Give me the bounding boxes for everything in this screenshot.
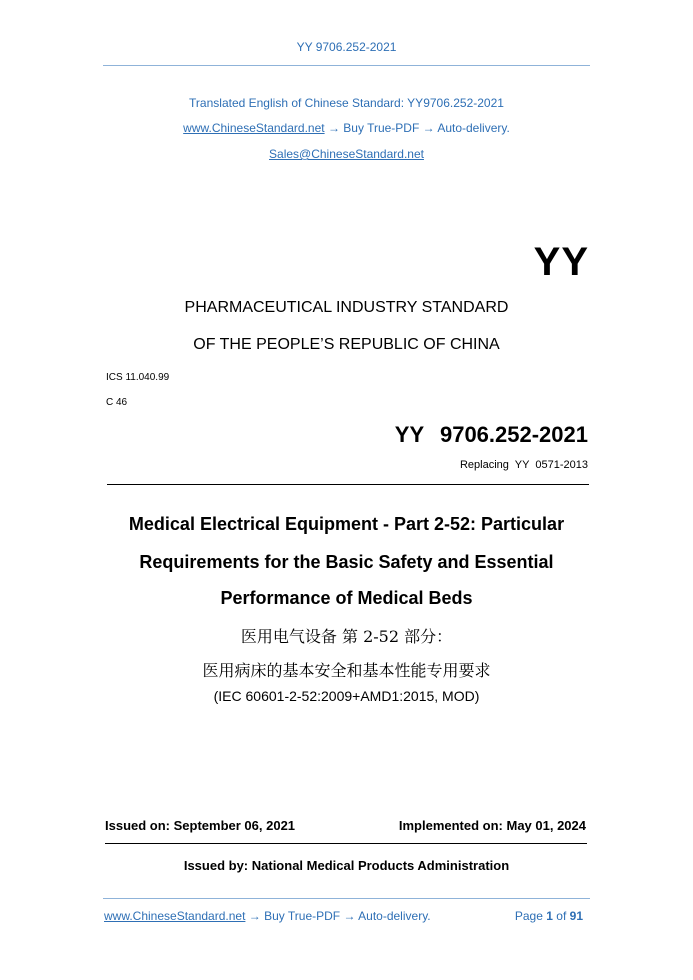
header-divider	[103, 65, 590, 66]
page-of: of	[556, 909, 567, 923]
arrow-right-icon: →	[422, 121, 435, 135]
website-link[interactable]: www.ChineseStandard.net	[183, 121, 325, 135]
industry-line-1: PHARMACEUTICAL INDUSTRY STANDARD	[184, 299, 509, 316]
header-doc-code: YY 9706.252-2021	[296, 40, 397, 54]
chinese-title-line-2: 医用病床的基本安全和基本性能专用要求	[202, 661, 491, 680]
ccs-code: C 46	[106, 397, 128, 408]
footer-links	[104, 909, 431, 923]
arrow-right-icon: →	[343, 909, 356, 923]
email-row	[0, 147, 693, 161]
title-line-1: Medical Electrical Equipment - Part 2-52: Particular	[128, 514, 565, 534]
footer-website-link[interactable]: www.ChineseStandard.net	[104, 909, 246, 923]
email-link[interactable]: Sales@ChineseStandard.net	[269, 147, 424, 161]
standard-logo: YY	[533, 240, 589, 284]
chinese-title-line-1: 医用电气设备 第 2-52 部分：	[240, 627, 453, 646]
translated-line: Translated English of Chinese Standard: YY9706.252-2021	[189, 96, 504, 110]
iec-reference: (IEC 60601-2-52:2009+AMD1:2015, MOD)	[213, 688, 480, 704]
title-line-2: Requirements for the Basic Safety and Essential	[139, 552, 554, 572]
issued-by: Issued by: National Medical Products Administration	[183, 858, 510, 873]
promo-links	[0, 121, 693, 135]
issued-on-date: Issued on: September 06, 2021	[105, 818, 296, 833]
page-indicator	[515, 909, 583, 923]
arrow-right-icon: →	[248, 909, 261, 923]
industry-line-2: OF THE PEOPLE’S REPUBLIC OF CHINA	[193, 336, 500, 353]
standard-number: YY 9706.252-2021	[394, 422, 588, 447]
title-line-3: Performance of Medical Beds	[220, 588, 473, 608]
arrow-right-icon: →	[327, 121, 340, 135]
footer-auto-delivery-text: Auto-delivery.	[358, 909, 431, 923]
ics-code: ICS 11.040.99	[106, 372, 170, 383]
footer-divider	[103, 898, 590, 899]
replacing-standard: Replacing YY 0571-2013	[459, 459, 588, 471]
auto-delivery-text: Auto-delivery.	[437, 121, 510, 135]
page-current: 1	[546, 909, 553, 923]
implemented-on-date: Implemented on: May 01, 2024	[398, 818, 586, 833]
buy-true-pdf-link[interactable]: Buy True-PDF	[343, 121, 420, 135]
page-label: Page	[514, 909, 543, 923]
footer-buy-true-pdf-link[interactable]: Buy True-PDF	[264, 909, 341, 923]
issued-divider	[105, 843, 587, 844]
page-total: 91	[569, 909, 583, 923]
title-divider	[107, 484, 589, 485]
